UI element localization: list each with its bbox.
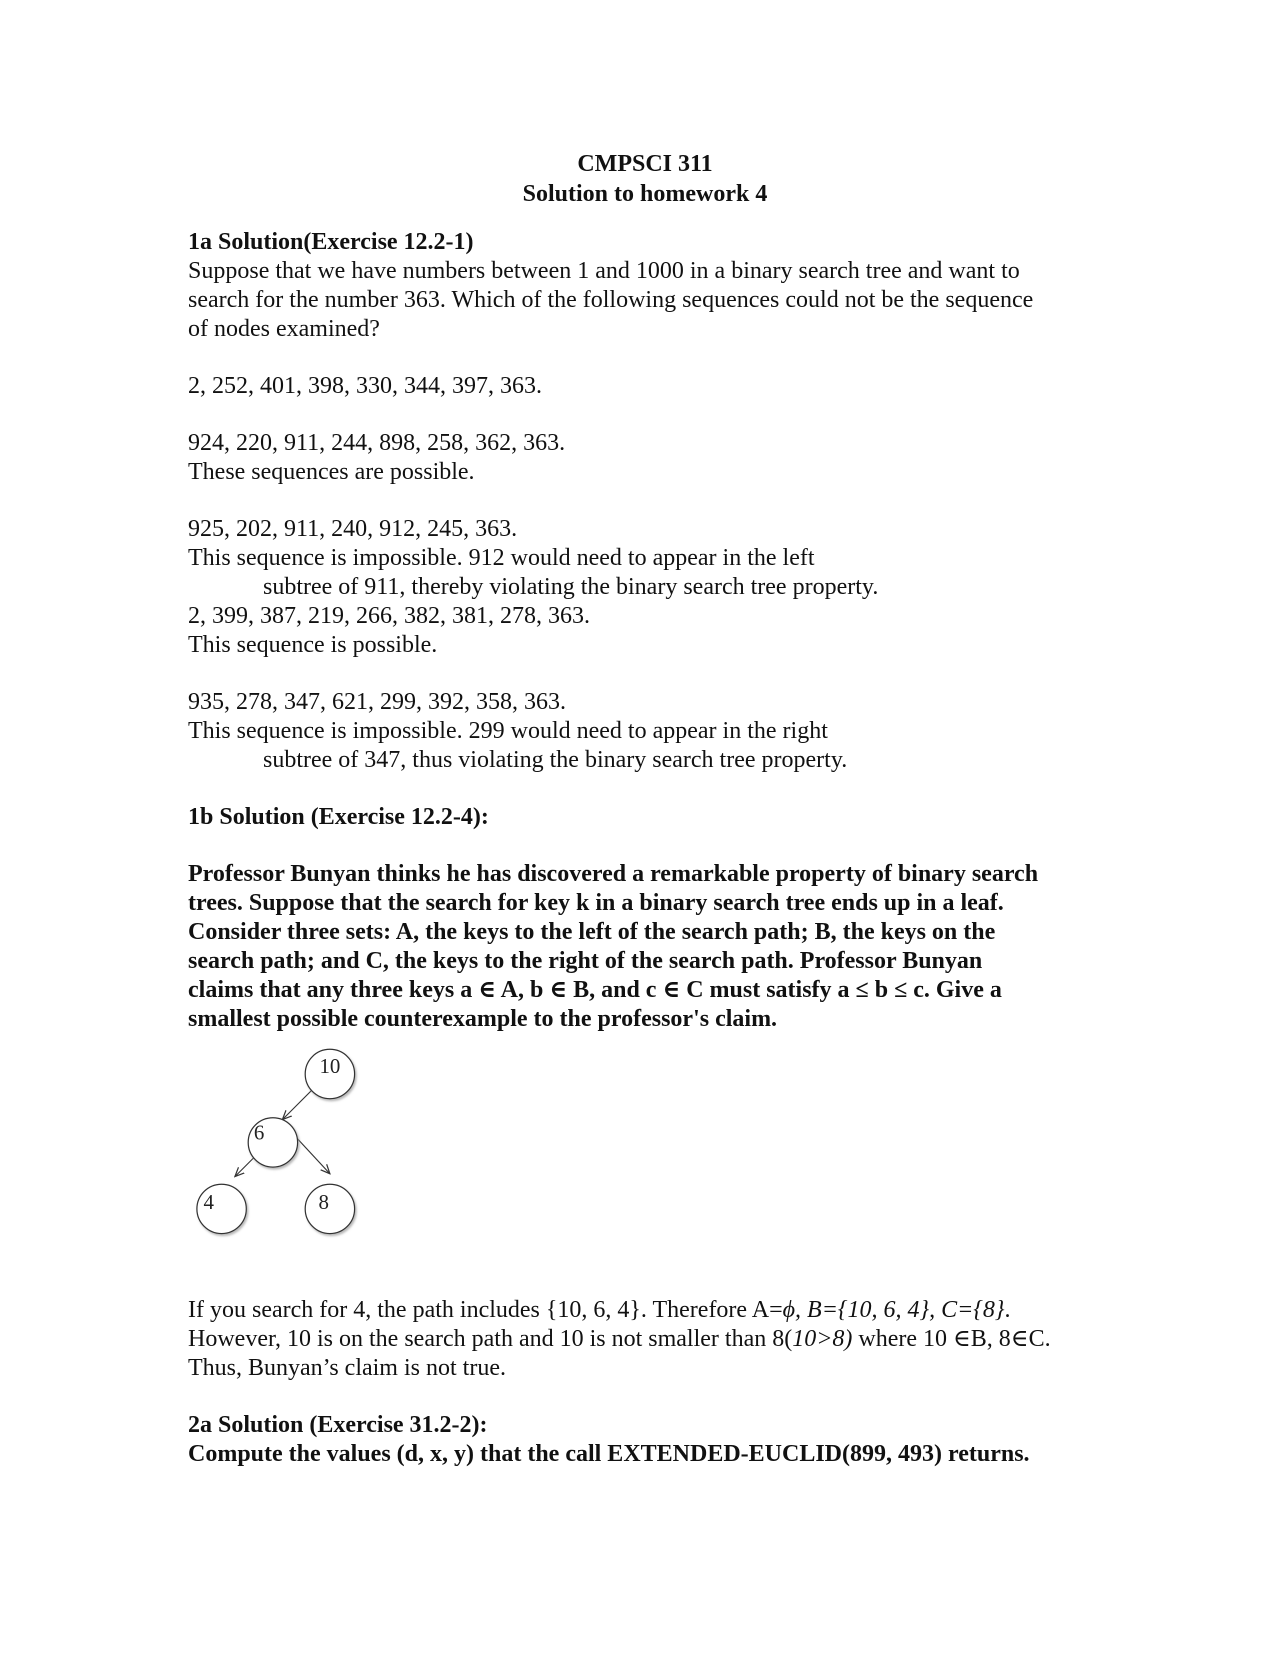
explanation-line2: However, 10 is on the search path and 10 is not smaller than 8(10>8) where 10 ∈B, 8∈C.	[188, 1326, 1051, 1352]
prompt-1b-line4: search path; and C, the keys to the right of the search path. Professor Bunyan	[188, 948, 983, 974]
sequence-e: 935, 278, 347, 621, 299, 392, 358, 363.	[188, 689, 566, 715]
course-title: CMPSCI 311	[577, 151, 713, 177]
answer-e-line2: subtree of 347, thus violating the binary search tree property.	[263, 747, 848, 773]
edge-6-8	[294, 1135, 330, 1174]
prompt-1b-line6: smallest possible counterexample to the professor's claim.	[188, 1006, 778, 1032]
prompt-1b-line3: Consider three sets: A, the keys to the left of the search path; B, the keys on the	[188, 919, 996, 945]
answer-d: This sequence is possible.	[188, 632, 438, 658]
tree-node-6	[248, 1118, 297, 1167]
document-title	[0, 149, 1280, 209]
answer-e-line1: This sequence is impossible. 299 would need to appear in the right	[188, 718, 828, 744]
prompt-2a: Compute the values (d, x, y) that the call EXTENDED-EUCLID(899, 493) returns.	[188, 1441, 1030, 1467]
explanation-line3: Thus, Bunyan’s claim is not true.	[188, 1355, 506, 1381]
prompt-1a-line2: search for the number 363. Which of the following sequences could not be the sequence	[188, 287, 1034, 313]
node-label-8: 8	[318, 1189, 329, 1214]
prompt-1a-line1: Suppose that we have numbers between 1 and 1000 in a binary search tree and want to	[188, 258, 1020, 284]
prompt-1b-line2: trees. Suppose that the search for key k in a binary search tree ends up in a leaf.	[188, 890, 1004, 916]
binary-tree-figure	[195, 1040, 385, 1260]
heading-1b: 1b Solution (Exercise 12.2-4):	[188, 804, 489, 830]
sequence-c: 925, 202, 911, 240, 912, 245, 363.	[188, 516, 518, 542]
prompt-1b-line5: claims that any three keys a ∈ A, b ∈ B, and c ∈ C must satisfy a ≤ b ≤ c. Give a	[188, 977, 1002, 1003]
sequence-a: 2, 252, 401, 398, 330, 344, 397, 363.	[188, 373, 542, 399]
document-subtitle: Solution to homework 4	[522, 181, 768, 207]
prompt-1b-line1: Professor Bunyan thinks he has discovered a remarkable property of binary search	[188, 861, 1039, 887]
explanation-1b	[188, 1296, 1248, 1469]
node-label-4: 4	[203, 1189, 215, 1214]
node-label-6: 6	[253, 1120, 265, 1145]
answer-c-line2: subtree of 911, thereby violating the binary search tree property.	[263, 574, 879, 600]
sequence-d: 2, 399, 387, 219, 266, 382, 381, 278, 363.	[188, 603, 590, 629]
answer-c-line1: This sequence is impossible. 912 would need to appear in the left	[188, 545, 815, 571]
tree-node-10	[305, 1049, 354, 1098]
answer-ab: These sequences are possible.	[188, 459, 475, 485]
prompt-1a-line3: of nodes examined?	[188, 316, 380, 342]
sequence-b: 924, 220, 911, 244, 898, 258, 362, 363.	[188, 430, 566, 456]
heading-1a: 1a Solution(Exercise 12.2-1)	[188, 229, 474, 255]
tree-node-8	[305, 1184, 354, 1233]
node-label-10: 10	[319, 1054, 341, 1079]
heading-2a: 2a Solution (Exercise 31.2-2):	[188, 1412, 488, 1438]
explanation-line1: If you search for 4, the path includes {10, 6, 4}. Therefore A=ϕ, B={10, 6, 4}, C={8}.	[188, 1297, 1011, 1323]
section-1a	[188, 228, 1108, 1034]
tree-node-4	[197, 1184, 246, 1233]
